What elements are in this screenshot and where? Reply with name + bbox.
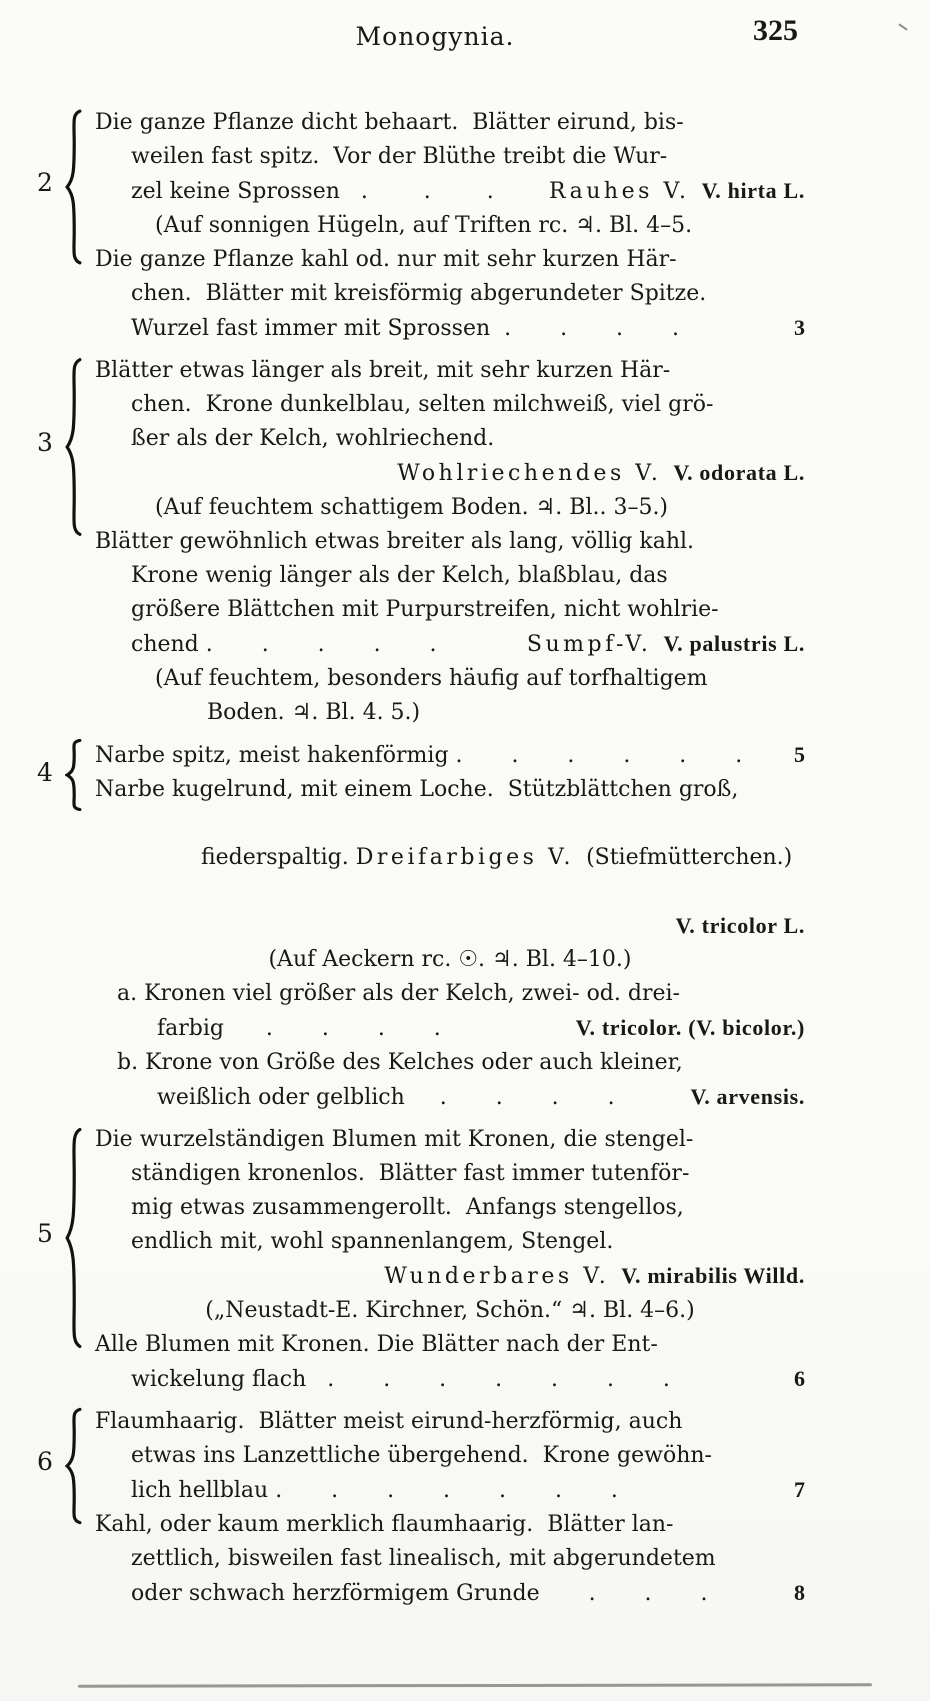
alternative-b bbox=[95, 243, 805, 346]
key-line bbox=[95, 525, 805, 559]
line-text: (Auf feuchtem, besonders häufig auf torfhaltigem bbox=[155, 666, 708, 691]
key-line bbox=[95, 311, 805, 346]
line-text: Die ganze Pflanze kahl od. nur mit sehr kurzen Här- bbox=[95, 247, 677, 272]
line-text: (Auf sonnigen Hügeln, auf Triften rc. ♃. Bl. 4–5. bbox=[155, 213, 693, 238]
line-text: ständigen kronenlos. Blätter fast immer tutenför- bbox=[131, 1161, 690, 1186]
line-text: Flaumhaarig. Blätter meist eirund-herzförmig, auch bbox=[95, 1409, 683, 1434]
key-line bbox=[95, 1225, 805, 1259]
line-text: ßer als der Kelch, wohlriechend. bbox=[131, 426, 495, 451]
key-line bbox=[95, 1362, 805, 1397]
target-couplet-ref: 7 bbox=[794, 1477, 805, 1502]
species-latin-name: V. hirta L. bbox=[701, 178, 805, 203]
line-text: Narbe kugelrund, mit einem Loche. Stützblättchen groß, bbox=[95, 777, 739, 802]
line-text: Narbe spitz, meist hakenförmig . . . . . . bbox=[95, 743, 743, 768]
alternative-a bbox=[95, 1405, 805, 1508]
running-title: Monogynia. bbox=[355, 22, 515, 51]
species-german-name: Dreifarbiges V. bbox=[355, 845, 575, 870]
key-line bbox=[95, 1123, 805, 1157]
key-couplet-4 bbox=[37, 738, 805, 1115]
line-text: Wurzel fast immer mit Sprossen . . . . bbox=[131, 316, 679, 341]
key-line bbox=[95, 388, 805, 422]
line-text: (Stiefmütterchen.) bbox=[586, 845, 793, 870]
line-text: Die wurzelständigen Blumen mit Kronen, die stengel- bbox=[95, 1127, 694, 1152]
scan-artifact-line bbox=[78, 1683, 872, 1687]
key-line bbox=[95, 1405, 805, 1439]
line-text: Kahl, oder kaum merklich flaumhaarig. Blätter lan- bbox=[95, 1512, 674, 1537]
couplet-number: 3 bbox=[37, 428, 53, 457]
line-text: fiederspaltig. bbox=[200, 845, 356, 870]
couplet-brace-icon bbox=[65, 1407, 82, 1525]
key-line bbox=[95, 696, 805, 730]
key-line bbox=[95, 977, 805, 1011]
target-couplet-ref: 6 bbox=[794, 1366, 805, 1391]
species-german-name: Wunderbares V. bbox=[384, 1264, 610, 1289]
line-text: Blätter etwas länger als breit, mit sehr kurzen Här- bbox=[95, 358, 671, 383]
key-line bbox=[95, 106, 805, 140]
line-text: Alle Blumen mit Kronen. Die Blätter nach der Ent- bbox=[95, 1332, 658, 1357]
line-text: mig etwas zusammengerollt. Anfangs stengellos, bbox=[131, 1195, 684, 1220]
key-line bbox=[95, 243, 805, 277]
alternative-b bbox=[95, 1328, 805, 1397]
couplet-brace-icon bbox=[65, 1125, 82, 1351]
line-text: zettlich, bisweilen fast linealisch, mit abgerundetem bbox=[131, 1546, 716, 1571]
key-line bbox=[95, 1011, 805, 1046]
key-line bbox=[95, 277, 805, 311]
key-couplet-3 bbox=[37, 354, 805, 730]
line-text: chend . . . . . bbox=[131, 632, 437, 657]
alternative-a bbox=[95, 106, 805, 243]
alternative-b bbox=[95, 1508, 805, 1611]
dichotomous-key bbox=[37, 106, 805, 1611]
line-text: Boden. ♃. Bl. 4. 5.) bbox=[207, 700, 421, 725]
line-text: etwas ins Lanzettliche übergehend. Krone gewöhn- bbox=[131, 1443, 712, 1468]
key-line bbox=[95, 1328, 805, 1362]
line-text: wickelung flach . . . . . . . bbox=[131, 1367, 670, 1392]
line-text: weißlich oder gelblich . . . . bbox=[157, 1085, 615, 1110]
key-line bbox=[95, 1542, 805, 1576]
key-line bbox=[95, 1473, 805, 1508]
species-latin-name: V. tricolor. (V. bicolor.) bbox=[575, 1015, 805, 1040]
alternative-a bbox=[95, 354, 805, 525]
key-couplet-6 bbox=[37, 1405, 805, 1611]
target-couplet-ref: 3 bbox=[794, 315, 805, 340]
alternative-b bbox=[95, 773, 805, 1115]
couplet-number: 4 bbox=[37, 758, 53, 787]
key-line bbox=[95, 1157, 805, 1191]
line-text: chen. Blätter mit kreisförmig abgerundeter Spitze. bbox=[131, 281, 707, 306]
line-text: Die ganze Pflanze dicht behaart. Blätter eirund, bis- bbox=[95, 110, 684, 135]
key-couplet-2 bbox=[37, 106, 805, 346]
couplet-brace-icon bbox=[65, 739, 82, 811]
couplet-brace-icon bbox=[65, 108, 82, 266]
line-text: (Auf feuchtem schattigem Boden. ♃. Bl.. 3–5.) bbox=[155, 495, 669, 520]
line-text: chen. Krone dunkelblau, selten milchweiß, viel grö- bbox=[131, 392, 714, 417]
alternative-a bbox=[95, 1123, 805, 1328]
species-latin-name: V. tricolor L. bbox=[675, 913, 805, 938]
line-text: endlich mit, wohl spannenlangem, Stengel. bbox=[131, 1229, 614, 1254]
line-text: oder schwach herzförmigem Grunde . . . bbox=[131, 1581, 708, 1606]
key-line bbox=[95, 1576, 805, 1611]
key-line bbox=[95, 1080, 805, 1115]
key-line bbox=[95, 209, 805, 243]
key-couplet-5 bbox=[37, 1123, 805, 1397]
key-line bbox=[95, 456, 805, 491]
key-line bbox=[95, 943, 805, 977]
key-line bbox=[95, 662, 805, 696]
species-latin-name: V. palustris L. bbox=[663, 631, 805, 656]
key-line bbox=[95, 738, 805, 773]
species-german-name: Wohlriechendes V. bbox=[397, 461, 662, 486]
key-line bbox=[95, 559, 805, 593]
species-latin-name: V. arvensis. bbox=[690, 1084, 805, 1109]
couplet-brace-icon bbox=[65, 356, 82, 538]
line-text: lich hellblau . . . . . . . bbox=[131, 1478, 618, 1503]
line-text: größere Blättchen mit Purpurstreifen, nicht wohlrie- bbox=[131, 597, 719, 622]
page-number: 325 bbox=[753, 14, 798, 47]
couplet-number: 6 bbox=[37, 1447, 53, 1476]
key-line bbox=[95, 1046, 805, 1080]
key-line bbox=[95, 1508, 805, 1542]
line-text: farbig . . . . bbox=[157, 1016, 441, 1041]
target-couplet-ref: 8 bbox=[794, 1580, 805, 1605]
line-text: weilen fast spitz. Vor der Blüthe treibt die Wur- bbox=[131, 144, 668, 169]
species-german-name: Rauhes V. bbox=[549, 179, 690, 204]
key-line bbox=[95, 491, 805, 525]
key-line bbox=[95, 909, 805, 943]
key-line bbox=[95, 627, 805, 662]
key-line bbox=[95, 354, 805, 388]
key-line bbox=[95, 1259, 805, 1294]
alternative-a bbox=[95, 738, 805, 773]
line-text: a. Kronen viel größer als der Kelch, zwei- od. drei- bbox=[117, 981, 680, 1006]
species-german-name: Sumpf-V. bbox=[526, 632, 652, 657]
alternative-b bbox=[95, 525, 805, 730]
key-line bbox=[95, 140, 805, 174]
line-text: Blätter gewöhnlich etwas breiter als lang, völlig kahl. bbox=[95, 529, 695, 554]
key-line bbox=[95, 1439, 805, 1473]
key-line bbox=[95, 422, 805, 456]
species-latin-name: V. odorata L. bbox=[673, 460, 805, 485]
key-line bbox=[95, 807, 805, 909]
key-line bbox=[95, 773, 805, 807]
line-text: (Auf Aeckern rc. ☉. ♃. Bl. 4–10.) bbox=[268, 947, 632, 972]
line-text: zel keine Sprossen . . . bbox=[131, 179, 494, 204]
target-couplet-ref: 5 bbox=[794, 742, 805, 767]
key-line bbox=[95, 593, 805, 627]
couplet-number: 2 bbox=[37, 168, 53, 197]
line-text: („Neustadt-E. Kirchner, Schön.“ ♃. Bl. 4–6.) bbox=[205, 1298, 695, 1323]
key-line bbox=[95, 1191, 805, 1225]
page-header bbox=[0, 0, 930, 80]
key-line bbox=[95, 174, 805, 209]
species-latin-name: V. mirabilis Willd. bbox=[621, 1263, 805, 1288]
couplet-number: 5 bbox=[37, 1219, 53, 1248]
line-text: b. Krone von Größe des Kelches oder auch kleiner, bbox=[117, 1050, 683, 1075]
line-text: Krone wenig länger als der Kelch, blaßblau, das bbox=[131, 563, 668, 588]
key-line bbox=[95, 1294, 805, 1328]
